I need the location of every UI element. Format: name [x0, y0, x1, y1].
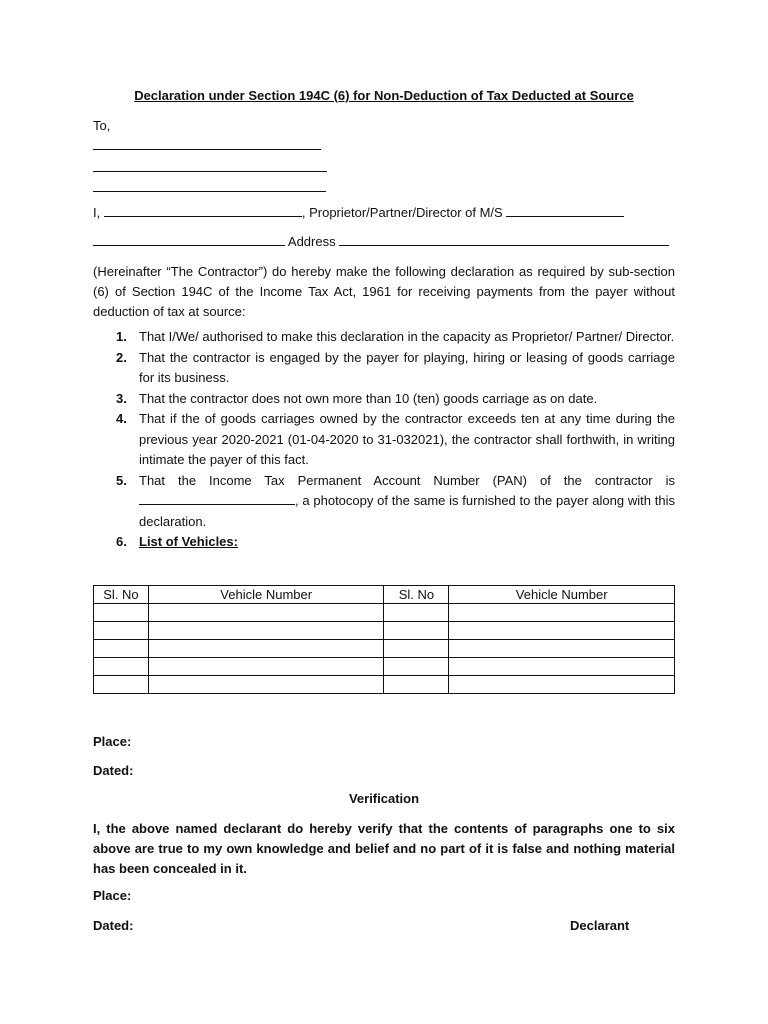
- table-cell[interactable]: [94, 622, 149, 640]
- declaration-item: [93, 327, 675, 348]
- table-cell[interactable]: [148, 658, 384, 676]
- item-number: 3.: [116, 390, 127, 406]
- table-cell[interactable]: [449, 658, 675, 676]
- declaration-item: [93, 471, 675, 533]
- verification-dated-label: Dated:: [93, 918, 134, 933]
- table-cell[interactable]: [449, 676, 675, 694]
- table-cell[interactable]: [94, 658, 149, 676]
- table-cell[interactable]: [449, 622, 675, 640]
- firm-name-continued-blank[interactable]: [93, 234, 285, 246]
- table-cell[interactable]: [148, 640, 384, 658]
- document-title: Declaration under Section 194C (6) for Non-Deduction of Tax Deducted at Source: [134, 88, 634, 103]
- item-number: 2.: [116, 349, 127, 365]
- verification-text: I, the above named declarant do hereby verify that the contents of paragraphs one to six above are true to my own knowledge and belief and no part of it is false and nothing material has been concealed in it.: [93, 821, 675, 876]
- declarant-signature-label: Declarant: [570, 918, 630, 933]
- table-cell[interactable]: [384, 676, 449, 694]
- column-header-vehicle-number: Vehicle Number: [449, 586, 675, 604]
- item-number: 4.: [116, 411, 127, 426]
- dated-label: Dated:: [93, 763, 134, 778]
- verification-title: Verification: [348, 791, 420, 806]
- declaration-list: [93, 327, 675, 553]
- table-row: [94, 676, 675, 694]
- item-number: 6.: [116, 534, 127, 549]
- intro-paragraph: (Hereinafter “The Contractor”) do hereby make the following declaration as required by sub-section (6) of Section 194C of the Income Tax Act, 1961 for receiving payments from the payer without deduction of tax at source:: [93, 264, 675, 319]
- table-row: [94, 640, 675, 658]
- vehicle-table: [93, 585, 675, 694]
- table-cell[interactable]: [94, 604, 149, 622]
- declaration-item: [93, 532, 675, 553]
- vehicle-list-heading: List of Vehicles:: [139, 534, 238, 549]
- table-cell[interactable]: [384, 658, 449, 676]
- firm-name-blank[interactable]: [506, 205, 624, 217]
- declaration-item: [93, 389, 675, 410]
- table-cell[interactable]: [94, 640, 149, 658]
- table-cell[interactable]: [148, 604, 384, 622]
- declarant-prefix: I,: [93, 205, 101, 220]
- table-cell[interactable]: [148, 622, 384, 640]
- item-text: That I/We/ authorised to make this declaration in the capacity as Proprietor/ Partner/ Director.: [139, 329, 675, 344]
- item-text-continued: , a photocopy of the same is furnished to the payer along with this declaration.: [139, 493, 675, 529]
- table-row: [94, 622, 675, 640]
- item-text: That if the of goods carriages owned by the contractor exceeds ten at any time during the previous year 2020-2021 (01-04-2020 to 31-032021), the contractor shall forthwith, in writing intimate the payer of this fact.: [139, 411, 675, 467]
- verification-place-label: Place:: [93, 888, 132, 903]
- address-blank[interactable]: [339, 234, 669, 246]
- table-row: [94, 604, 675, 622]
- to-label: To,: [93, 118, 111, 133]
- declaration-item: [93, 409, 675, 471]
- item-text: That the Income Tax Permanent Account Number (PAN) of the contractor is: [139, 472, 675, 488]
- declarant-name-line: [93, 205, 624, 220]
- table-cell[interactable]: [384, 640, 449, 658]
- item-number: 5.: [116, 472, 127, 488]
- place-label: Place:: [93, 734, 132, 749]
- recipient-line-3[interactable]: [93, 180, 326, 195]
- column-header-vehicle-number: Vehicle Number: [148, 586, 384, 604]
- item-text: That the contractor does not own more than 10 (ten) goods carriage as on date.: [139, 390, 598, 406]
- column-header-sl-no: Sl. No: [384, 586, 449, 604]
- pan-blank[interactable]: [139, 493, 295, 505]
- recipient-line-2[interactable]: [93, 160, 327, 175]
- table-cell[interactable]: [384, 604, 449, 622]
- table-cell[interactable]: [384, 622, 449, 640]
- declarant-name-blank[interactable]: [104, 205, 302, 217]
- item-number: 1.: [116, 329, 127, 344]
- recipient-line-1[interactable]: [93, 138, 321, 153]
- address-label: Address: [287, 234, 336, 249]
- declarant-roles: , Proprietor/Partner/Director of M/S: [301, 205, 503, 220]
- table-cell[interactable]: [148, 676, 384, 694]
- declaration-item: [93, 348, 675, 389]
- column-header-sl-no: Sl. No: [94, 586, 149, 604]
- item-text: That the contractor is engaged by the payer for playing, hiring or leasing of goods carriage for its business.: [139, 349, 675, 385]
- table-row: [94, 658, 675, 676]
- table-cell[interactable]: [94, 676, 149, 694]
- table-cell[interactable]: [449, 640, 675, 658]
- table-cell[interactable]: [449, 604, 675, 622]
- address-line: [93, 234, 669, 249]
